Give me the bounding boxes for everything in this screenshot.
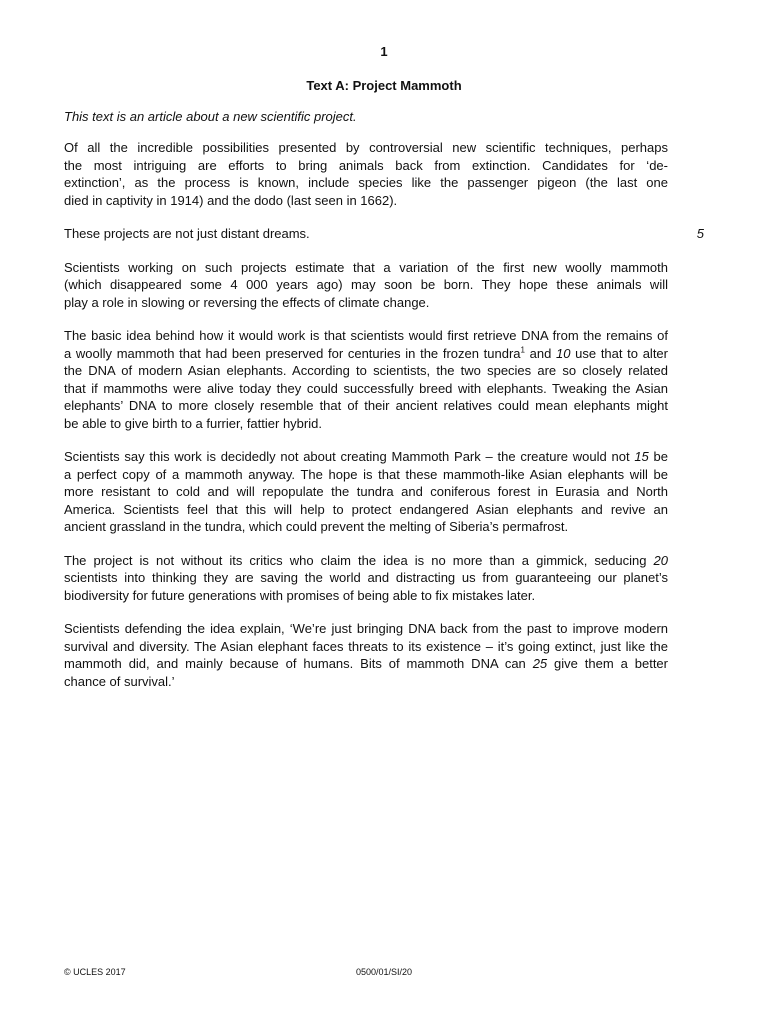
line-number: 10 xyxy=(556,345,571,361)
text-line: a perfect copy of a mammoth anyway. The hope is that these mammoth-like Asian elephants will be xyxy=(64,466,668,482)
paragraph-2 xyxy=(64,225,704,243)
text-line xyxy=(64,345,668,363)
paragraph-7 xyxy=(64,620,668,690)
line-number: 20 xyxy=(653,552,668,568)
paragraph-5 xyxy=(64,448,668,536)
text-line: America. Scientists feel that this will help to protect endangered Asian elephants and revive an xyxy=(64,501,668,517)
text-line: Of all the incredible possibilities presented by controversial new scientific techniques, perhaps xyxy=(64,140,668,155)
text-line: that if mammoths were alive today they could successfully breed with elephants. Tweaking the Asian xyxy=(64,380,668,396)
line-number: 25 xyxy=(532,656,548,671)
paragraph-4 xyxy=(64,327,668,432)
text-line: died in captivity in 1914) and the dodo (last seen in 1662). xyxy=(64,192,398,208)
text-line xyxy=(64,655,668,673)
text-segment: a woolly mammoth that had been preserved for centuries in the frozen tundra xyxy=(64,345,521,361)
text-segment: Scientists say this work is decidedly not about creating Mammoth Park – the creature would not xyxy=(64,449,635,464)
text-segment: The project is not without its critics who claim the idea is no more than a gimmick, seducing xyxy=(64,552,654,568)
text-line: chance of survival.’ xyxy=(64,673,175,689)
text-line: Scientists working on such projects estimate that a variation of the first new woolly mammoth xyxy=(64,259,668,275)
article-title: Text A: Project Mammoth xyxy=(306,78,462,93)
text-line: biodiversity for future generations with promises of being able to fix mistakes later. xyxy=(64,587,536,603)
line-number: 5 xyxy=(696,226,704,241)
paragraph-3 xyxy=(64,259,668,312)
text-line: Scientists defending the idea explain, ‘We’re just bringing DNA back from the past to improve modern xyxy=(64,621,668,636)
text-segment: mammoth did, and mainly because of humans. Bits of mammoth DNA can xyxy=(64,656,533,671)
line-number: 15 xyxy=(634,449,649,464)
text-line: more resistant to cold and will repopulate the tundra and coniferous forest in Eurasia and North xyxy=(64,484,668,499)
text-line xyxy=(64,448,668,466)
text-line: the DNA of modern Asian elephants. According to scientists, the two species are so closely related xyxy=(64,363,668,378)
page-number: 1 xyxy=(380,44,388,59)
text-line xyxy=(64,552,668,570)
text-line: be able to give birth to a furrier, fattier hybrid. xyxy=(64,415,322,431)
text-line: These projects are not just distant dreams. xyxy=(64,226,310,241)
text-line: extinction’, as the process is known, include species like the passenger pigeon (the last one xyxy=(64,175,668,190)
text-segment: give them a better xyxy=(547,656,668,671)
footer-code: 0500/01/SI/20 xyxy=(355,967,413,977)
paragraph-6 xyxy=(64,552,668,605)
footer-copyright: © UCLES 2017 xyxy=(64,967,126,977)
text-line: survival and diversity. The Asian elephant faces threats to its existence – it’s going extinct, just like the xyxy=(64,638,668,654)
text-segment: be xyxy=(648,449,668,464)
text-line: the most intriguing are efforts to bring animals back from extinction. Candidates for ‘de- xyxy=(64,157,668,173)
article-body xyxy=(64,139,704,706)
text-line: The basic idea behind how it would work is that scientists would first retrieve DNA from the remains of xyxy=(64,328,668,343)
text-line: scientists into thinking they are saving the world and distracting us from guaranteeing our planet’s xyxy=(64,570,668,585)
text-line: play a role in slowing or reversing the effects of climate change. xyxy=(64,294,430,310)
intro-text: This text is an article about a new scientific project. xyxy=(64,109,357,124)
text-segment: use that to alter xyxy=(570,345,668,361)
text-line: (which disappeared some 4 000 years ago) may soon be born. They hope these animals will xyxy=(64,277,668,292)
footnote-marker: 1 xyxy=(520,345,525,355)
text-line: ancient grassland in the tundra, which could prevent the melting of Siberia’s permafrost. xyxy=(64,519,569,534)
text-line: elephants’ DNA to more closely resemble that of their ancient relatives could mean elephants might xyxy=(64,398,668,413)
paragraph-1 xyxy=(64,139,668,209)
text-segment: and xyxy=(524,345,557,361)
